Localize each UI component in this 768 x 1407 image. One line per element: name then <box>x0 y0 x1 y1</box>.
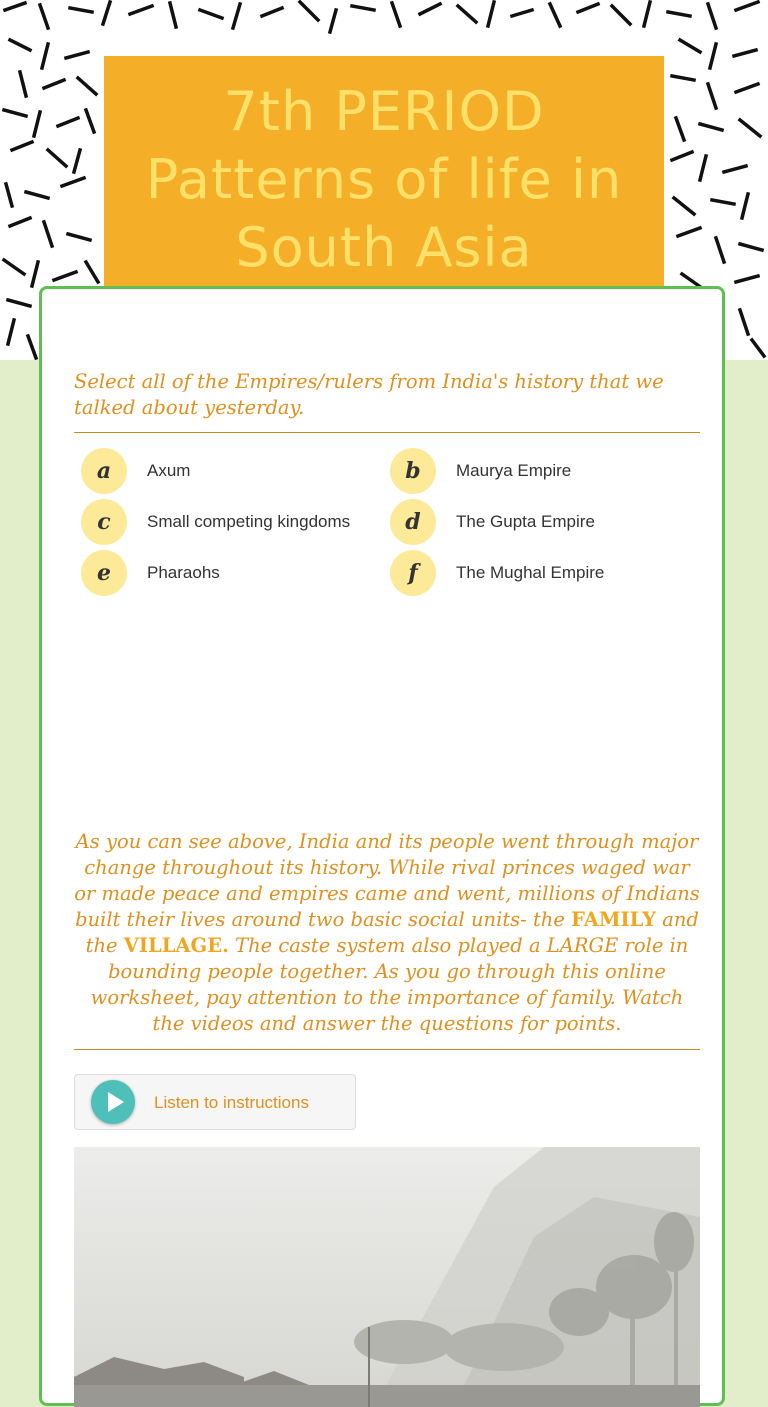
passage-part-1: As you can see above, India and its people went through major change throughout its history. While rival princes waged war or made peace and empires came and went, millions of Indians built their lives around two basic social units- the <box>74 830 700 931</box>
option-letter: d <box>390 499 436 545</box>
option-letter: c <box>81 499 127 545</box>
option-e[interactable] <box>81 550 381 596</box>
option-letter: a <box>81 448 127 494</box>
worksheet-card <box>39 286 725 1406</box>
option-letter: b <box>390 448 436 494</box>
option-label: Maurya Empire <box>456 461 572 480</box>
passage-emphasis-village: VILLAGE. <box>123 934 229 957</box>
divider <box>74 432 700 433</box>
title-line-1: 7th PERIOD <box>223 80 545 143</box>
passage-emphasis-family: FAMILY <box>571 908 657 931</box>
passage-part-3: The caste system also played a LARGE role in bounding people together. As you go through this online worksheet, pay attention to the importance of family. Watch the videos and answer the questions for points. <box>90 934 689 1035</box>
title-line-3: South Asia <box>235 216 533 279</box>
option-label: Axum <box>147 461 191 480</box>
option-label: The Gupta Empire <box>456 512 595 531</box>
option-f[interactable] <box>390 550 690 596</box>
page-title <box>104 78 664 282</box>
option-a[interactable] <box>81 448 381 494</box>
listen-instructions-button[interactable] <box>74 1074 356 1130</box>
play-icon[interactable] <box>91 1080 135 1124</box>
passage-part-2: and the <box>85 908 699 957</box>
option-label: Pharaohs <box>147 563 220 582</box>
option-letter: e <box>81 550 127 596</box>
option-letter: f <box>390 550 436 596</box>
option-d[interactable] <box>390 499 690 545</box>
instruction-passage <box>74 829 700 1037</box>
question-prompt: Select all of the Empires/rulers from India's history that we talked about yesterday. <box>74 370 664 419</box>
divider <box>74 1049 700 1050</box>
option-b[interactable] <box>390 448 690 494</box>
option-c[interactable] <box>81 499 381 545</box>
title-line-2: Patterns of life in <box>145 148 623 211</box>
option-label: Small competing kingdoms <box>147 512 351 531</box>
village-photo <box>74 1147 700 1407</box>
option-label: The Mughal Empire <box>456 563 605 582</box>
listen-label: Listen to instructions <box>154 1093 309 1112</box>
